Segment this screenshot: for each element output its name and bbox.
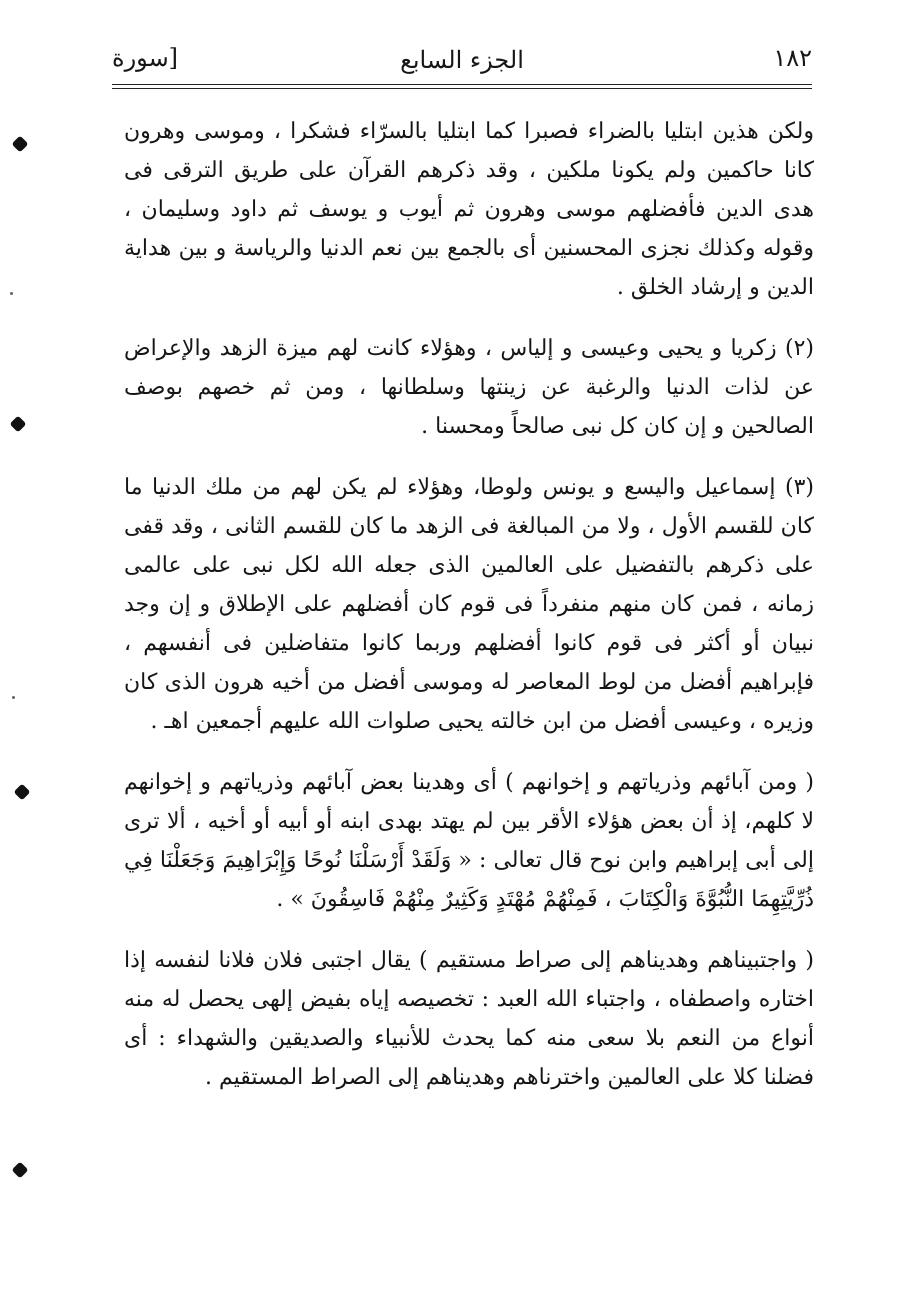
text-line: الله عليهم أجمعين اهـ . bbox=[150, 709, 360, 734]
margin-mark-icon bbox=[14, 784, 31, 801]
text-line: كان كل نبى صالحاً ومحسنا . bbox=[421, 414, 678, 439]
margin-mark-icon bbox=[12, 1162, 29, 1179]
text-line: من النعم بلا سعى منه كما يحدث للأنبياء والصديقين والشهداء : أى فضلنا كلا على bbox=[124, 1026, 814, 1090]
text-line: منفرداً فى قوم كان أفضلهم على الإطلاق و إن وجد نبيان أو أكثر فى قوم كانوا bbox=[124, 592, 814, 656]
text-line: للقسم الأول ، ولا من المبالغة فى الزهد ما كان للقسم الثانى ، وقد قفى على ذكرهم bbox=[124, 514, 814, 578]
text-line: ألا ترى إلى أبى إبراهيم وابن نوح قال تعالى : « وَلَقَدْ أَرْسَلْنَا نُوحًا وَإِبْرَاهِيمَ bbox=[124, 809, 815, 873]
paragraph-5 bbox=[124, 941, 814, 1097]
text-line: ( واجتبيناهم وهديناهم إلى صراط مستقيم ) يقال اجتبى فلان فلانا لنفسه إذا bbox=[124, 948, 814, 973]
text-line: حاكمين ولم يكونا ملكين ، وقد ذكرهم القرآن على طريق الترقى فى هدى الدين bbox=[124, 158, 814, 222]
surah-label: [سورة bbox=[112, 44, 179, 72]
paragraph-1 bbox=[124, 112, 814, 307]
margin-mark-icon bbox=[12, 136, 29, 153]
scan-speck-icon bbox=[12, 696, 15, 699]
text-body bbox=[124, 112, 814, 1097]
quran-verse-line: وَجَعَلْنَا فِي ذُرِّيَّتِهِمَا النُّبُوَّةَ وَالْكِتَابَ ، فَمِنْهُمْ مُهْتَدٍ وَكَثِيرٌ مِنْهُمْ فَاسِقُونَ » . bbox=[124, 848, 814, 912]
text-line: أفضلهم وربما كانوا متفاضلين فى أنفسهم ، فإبراهيم أفضل من لوط المعاصر له وموسى bbox=[124, 631, 814, 695]
running-title: الجزء السابع bbox=[400, 46, 524, 74]
margin-mark-icon bbox=[10, 416, 27, 433]
text-line: فأفضلهم موسى وهرون ثم أيوب و يوسف ثم داود وسليمان ، وقوله وكذلك نجزى bbox=[124, 197, 815, 261]
text-line: (٣) إسماعيل واليسع و يونس ولوطا، وهؤلاء لم يكن لهم من ملك الدنيا ما كان bbox=[124, 475, 814, 539]
text-line: اختاره واصطفاه ، واجتباء الله العبد : تخصيصه إياه بفيض إلهى يحصل له منه أنواع bbox=[124, 987, 815, 1051]
scan-speck-icon bbox=[10, 292, 13, 295]
text-line: المحسنين أى بالجمع بين نعم الدنيا والرياسة و بين هداية الدين و إرشاد الخلق . bbox=[124, 236, 814, 300]
text-line: أفضل من أخيه هرون الذى كان وزيره ، وعيسى أفضل من ابن خالته يحيى صلوات bbox=[124, 670, 814, 734]
text-line: بالتفضيل على العالمين الذى جعله الله لكل نبى على عالمى زمانه ، فمن كان منهم bbox=[124, 553, 814, 617]
text-line: عن لذات الدنيا والرغبة عن زينتها وسلطانها ، ومن ثم خصهم بوصف الصالحين و إن bbox=[124, 375, 814, 439]
text-line: ولكن هذين ابتليا بالضراء فصبرا كما ابتليا بالسرّاء فشكرا ، وموسى وهرون كانا bbox=[124, 119, 814, 183]
text-line: ( ومن آبائهم وذرياتهم و إخوانهم ) أى وهدينا بعض آبائهم وذرياتهم bbox=[219, 770, 814, 795]
text-line: (٢) زكريا و يحيى وعيسى و إلياس ، وهؤلاء كانت لهم ميزة الزهد والإعراض bbox=[124, 336, 814, 361]
text-line: العالمين واخترناهم وهديناهم إلى الصراط المستقيم . bbox=[205, 1065, 681, 1090]
paragraph-2 bbox=[124, 329, 814, 446]
page-number: ١٨٢ bbox=[773, 44, 812, 72]
text-line: و إخوانهم لا كلهم، إذ أن بعض هؤلاء الأقر بين لم يهتد بهدى ابنه أو أبيه أو أخيه ، bbox=[124, 770, 815, 834]
header-rule bbox=[112, 84, 812, 89]
page-header bbox=[112, 38, 812, 86]
paragraph-4 bbox=[124, 763, 814, 919]
paragraph-3 bbox=[124, 468, 814, 741]
